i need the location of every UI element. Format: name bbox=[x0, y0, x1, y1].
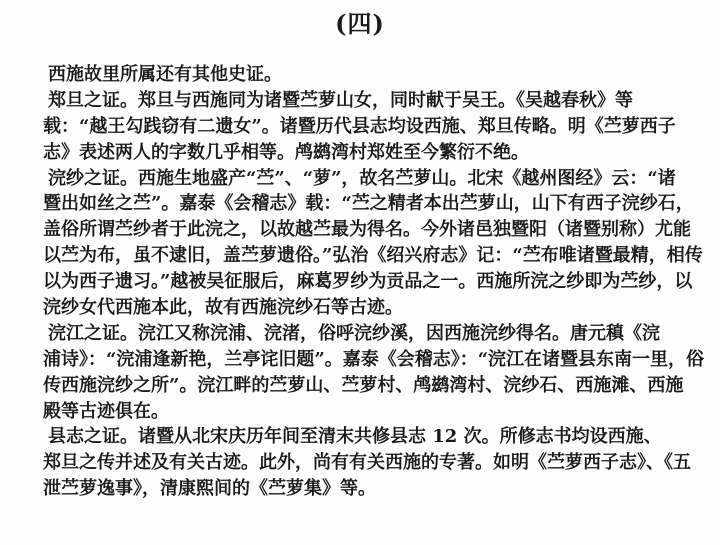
paragraph-line: 以为西子遗习。”越被吴征服后，麻葛罗纱为贡品之一。西施所浣之纱即为苎纱，以 bbox=[43, 271, 693, 293]
paragraph-line: 殿等古迹俱在。 bbox=[43, 400, 169, 422]
paragraph-line: 浣纱之证。西施生地盛产“苎”、“萝”，故名苎萝山。北宋《越州图经》云：“诸 bbox=[48, 167, 676, 189]
paragraph-line: 盖俗所谓苎纱者于此浣之，以故越苎最为得名。今外诸邑独暨阳（诸暨别称）尤能 bbox=[43, 219, 691, 241]
paragraph-line: 浣纱女代西施本此，故有西施浣纱石等古迹。 bbox=[43, 297, 403, 319]
paragraph-line: 西施故里所属还有其他史证。 bbox=[48, 64, 282, 85]
paragraph-line: 浣江之证。浣江又称浣浦、浣渚，俗呼浣纱溪，因西施浣纱得名。唐元稹《浣 bbox=[48, 322, 660, 344]
paragraph-line: 暨出如丝之苎”。嘉泰《会稽志》载：“苎之精者本出苎萝山，山下有西子浣纱石， bbox=[43, 193, 694, 215]
paragraph-line: 郑旦之证。郑旦与西施同为诸暨苎萝山女，同时献于吴王。《吴越春秋》等 bbox=[48, 89, 633, 111]
paragraph-line: 志》表述两人的字数几乎相等。鸬鹚湾村郑姓至今繁衍不绝。 bbox=[43, 141, 529, 163]
paragraph-line: 县志之证。诸暨从北宋庆历年间至清末共修县志 12 次。所修志书均设西施、 bbox=[48, 426, 662, 448]
paragraph-line: 传西施浣纱之所”。浣江畔的苎萝山、苎萝村、鸬鹚湾村、浣纱石、西施滩、西施 bbox=[43, 374, 684, 396]
paragraph-line: 以苎为布，虽不逮旧，盖苎萝遗俗。”弘治《绍兴府志》记：“苎布唯诸暨最精，相传 bbox=[43, 245, 703, 267]
paragraph-line: 载：“越王勾践窃有二遗女”。诸暨历代县志均设西施、郑旦传略。明《苎萝西子 bbox=[43, 115, 676, 137]
paragraph-line: 郑旦之传并述及有关古迹。此外，尚有有关西施的专著。如明《苎萝西子志》、《五 bbox=[43, 452, 691, 474]
section-title: (四) bbox=[335, 9, 385, 38]
paragraph-line: 浦诗》：“浣浦逢新艳，兰亭诧旧题”。嘉泰《会稽志》：“浣江在诸暨县东南一里，俗 bbox=[43, 348, 705, 370]
paragraph-line: 泄苎萝逸事》，清康熙间的《苎萝集》等。 bbox=[43, 478, 376, 500]
body-text bbox=[43, 62, 712, 502]
